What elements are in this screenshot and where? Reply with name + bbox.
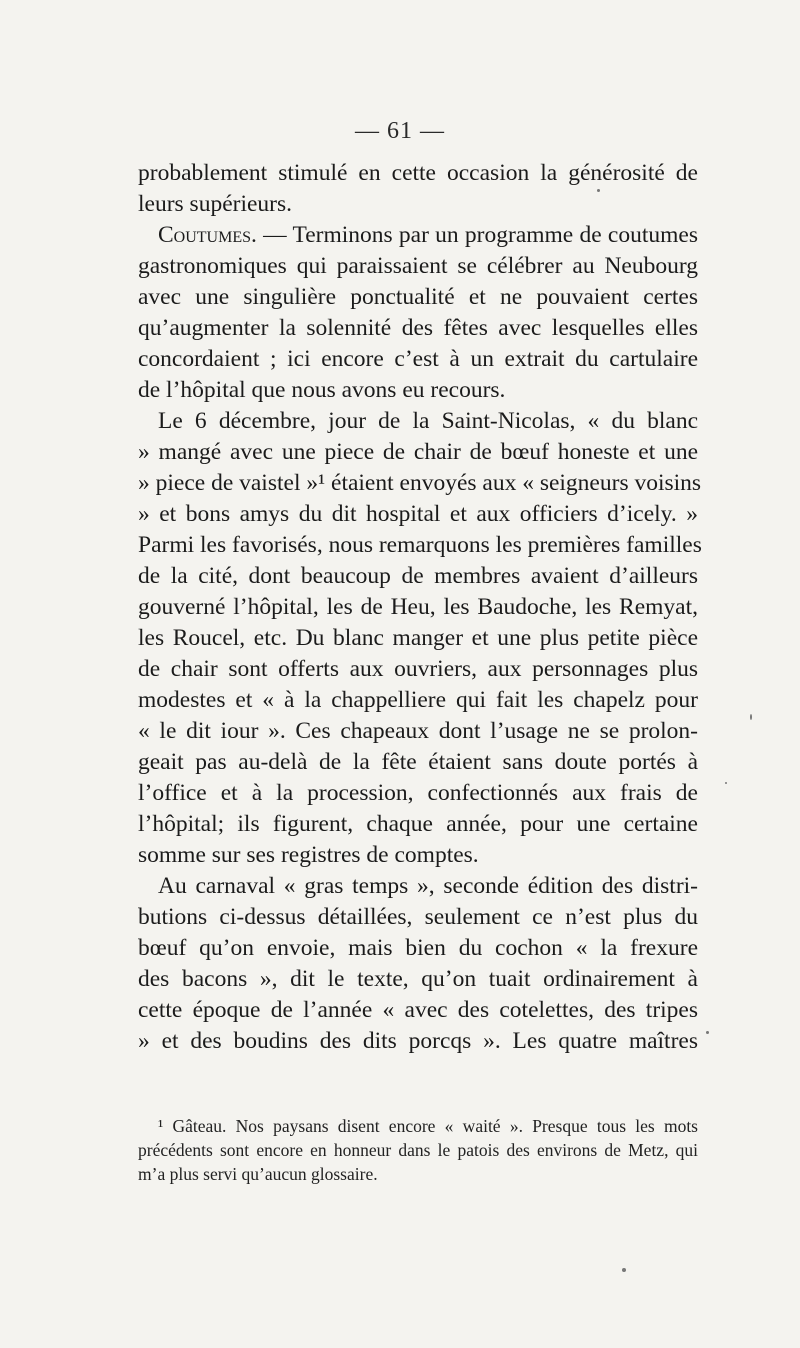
text-line: l’hôpital; ils figurent, chaque année, pour une certaine	[138, 811, 698, 837]
text-line: de l’hôpital que nous avons eu recours.	[138, 377, 506, 403]
text-line: gouverné l’hôpital, les de Heu, les Baudoche, les Remyat,	[138, 594, 698, 620]
text-line: » mangé avec une piece de chair de bœuf honeste et une	[138, 439, 698, 465]
main-text	[138, 158, 702, 1057]
text-line: cette époque de l’année « avec des cotelettes, des tripes	[138, 997, 698, 1023]
text-line: des bacons », dit le texte, qu’on tuait ordinairement à	[138, 966, 698, 992]
text-line: modestes et « à la chappelliere qui fait les chapelz pour	[138, 687, 698, 713]
text-line: concordaient ; ici encore c’est à un extrait du cartulaire	[138, 346, 698, 372]
text-line: geait pas au-delà de la fête étaient sans doute portés à	[138, 749, 698, 775]
paper-speck	[750, 714, 752, 720]
text-line: Au carnaval « gras temps », seconde édition des distri-	[158, 873, 698, 899]
text-line: avec une singulière ponctualité et ne pouvaient certes	[138, 284, 698, 310]
section-heading-line	[138, 220, 698, 251]
text-line: Parmi les favorisés, nous remarquons les premières familles	[138, 532, 702, 558]
text-line: de chair sont offerts aux ouvriers, aux personnages plus	[138, 656, 698, 682]
paper-speck	[622, 1268, 626, 1272]
text-line: « le dit iour ». Ces chapeaux dont l’usage ne se prolon-	[138, 718, 698, 744]
paper-speck	[725, 782, 727, 784]
text-line: gastronomiques qui paraissaient se célébrer au Neubourg	[138, 253, 698, 279]
paper-speck	[706, 1031, 709, 1034]
footnote-line: ¹ Gâteau. Nos paysans disent encore « waité ». Presque tous les mots	[158, 1116, 698, 1136]
text-line: qu’augmenter la solennité des fêtes avec lesquelles elles	[138, 315, 698, 341]
text-line: les Roucel, etc. Du blanc manger et une plus petite pièce	[138, 625, 698, 651]
footnote-line: m’a plus servi qu’aucun glossaire.	[138, 1164, 378, 1184]
text-line: Le 6 décembre, jour de la Saint-Nicolas, « du blanc	[158, 408, 698, 434]
text-line: de la cité, dont beaucoup de membres avaient d’ailleurs	[138, 563, 698, 589]
text-line: l’office et à la procession, confectionnés aux frais de	[138, 780, 698, 806]
text-line: bœuf qu’on envoie, mais bien du cochon « la frexure	[138, 935, 698, 961]
text-line: probablement stimulé en cette occasion la générosité de	[138, 160, 698, 186]
footnote-line: précédents sont encore en honneur dans le patois des environs de Metz, qui	[138, 1140, 698, 1160]
text-line: leurs supérieurs.	[138, 191, 293, 217]
text-line: » et des boudins des dits porcqs ». Les quatre maîtres	[138, 1028, 698, 1054]
paper-speck	[597, 189, 600, 192]
footnote	[138, 1114, 698, 1186]
text-line: » piece de vaistel »¹ étaient envoyés aux « seigneurs voisins	[138, 470, 702, 496]
section-heading: Coutumes.	[158, 222, 257, 248]
section-heading-rest: — Terminons par un programme de coutumes	[256, 222, 698, 248]
text-line: butions ci-dessus détaillées, seulement ce n’est plus du	[138, 904, 698, 930]
text-line: somme sur ses registres de comptes.	[138, 842, 479, 868]
text-line: » et bons amys du dit hospital et aux officiers d’icely. »	[138, 501, 698, 527]
page-number: — 61 —	[355, 118, 445, 144]
